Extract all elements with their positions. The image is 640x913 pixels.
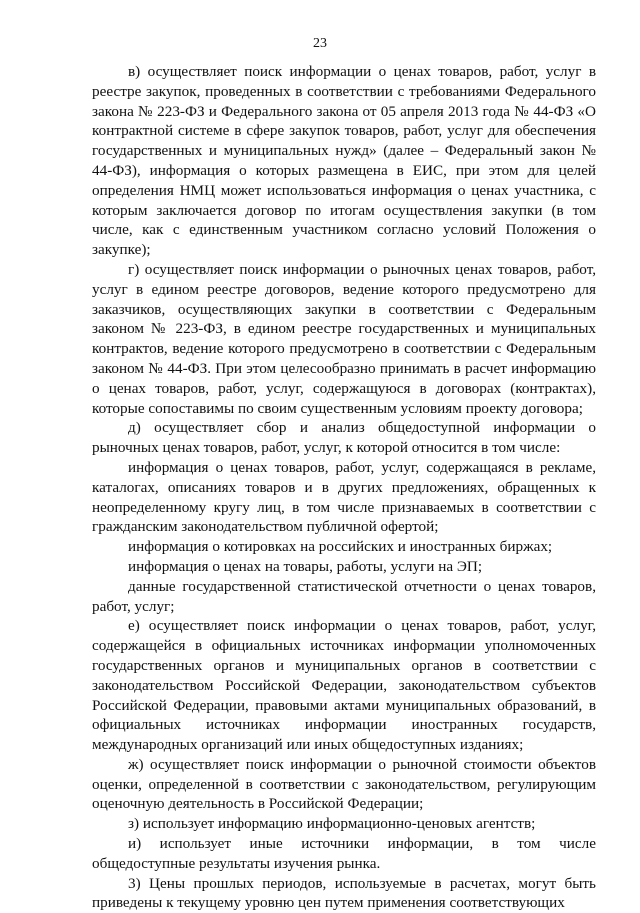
page-number: 23 [313, 36, 327, 51]
paragraph-statistics: данные государственной статистической отчетности о ценах товаров, работ, услуг; [92, 577, 596, 615]
paragraph-3-past-prices: 3) Цены прошлых периодов, используемые в расчетах, могут быть приведены к текущему уровню цен путем применения соответствующих [92, 874, 596, 912]
paragraph-exchange-quotes: информация о котировках на российских и иностранных биржах; [128, 538, 553, 556]
paragraph-advertising-info: информация о ценах товаров, работ, услуг, содержащаяся в рекламе, каталогах, описаниях товаров и в других предложениях, обращенных к неопределенному кругу лиц, в том числе признаваемых в соответствии с гражданским законодательством публичной офертой; [92, 458, 596, 536]
paragraph-e-official-sources: е) осуществляет поиск информации о ценах товаров, работ, услуг, содержащейся в официальных источниках информации уполномоченных государственных органов и муниципальных органов в соответствии с законодательством Российской Федерации, законодательством субъектов Российской Федерации, правовыми актами муниципальных образований, в официальных источниках информации иностранных государств, международных организаций или иных общедоступных изданиях; [92, 617, 596, 754]
paragraph-i-other-sources: и) использует иные источники информации, в том числе общедоступные результаты изучения рынка. [92, 835, 596, 872]
paragraph-g-search-contract-registry: г) осуществляет поиск информации о рыночных ценах товаров, работ, услуг в едином реестре договоров, ведение которого предусмотрено для заказчиков, осуществляющих закупки в соответствии с Федеральным законом № 223-ФЗ, в едином реестре государственных и муниципальных контрактов, ведение которого предусмотрено в соответствии с Федеральным законом № 44-ФЗ. При этом целесообразно принимать в расчет информацию о ценах товаров, работ, услуг, содержащуюся в договорах (контрактах), которые сопоставимы по своим существенным условиям проекту договора; [92, 260, 596, 417]
paragraph-ep-prices: информация о ценах на товары, работы, услуги на ЭП; [128, 557, 483, 575]
document-body [92, 62, 596, 913]
paragraph-d-collect-public-info: д) осуществляет сбор и анализ общедоступной информации о рыночных ценах товаров, работ, услуг, к которой относится в том числе: [92, 419, 596, 457]
paragraph-v-search-purchase-registry: в) осуществляет поиск информации о ценах товаров, работ, услуг в реестре закупок, проведенных в соответствии с требованиями Федерального закона № 223-ФЗ и Федерального закона от 05 апреля 2013 года № 44-ФЗ «О контрактной системе в сфере закупок товаров, работ, услуг для обеспечения государственных и муниципальных нужд» (далее – Федеральный закон № 44-ФЗ), информация о которых размещена в ЕИС, при этом для целей определения НМЦ может использоваться информация о ценах участника, с которым заключается договор по итогам осуществления закупки (в том числе, как с единственным участником согласно условий Положения о закупке); [92, 63, 596, 259]
paragraph-z-price-agencies: з) использует информацию информационно-ценовых агентств; [128, 815, 536, 833]
paragraph-zh-market-valuation: ж) осуществляет поиск информации о рыночной стоимости объектов оценки, определенной в соответствии с законодательством, регулирующим оценочную деятельность в Российской Федерации; [92, 755, 596, 813]
